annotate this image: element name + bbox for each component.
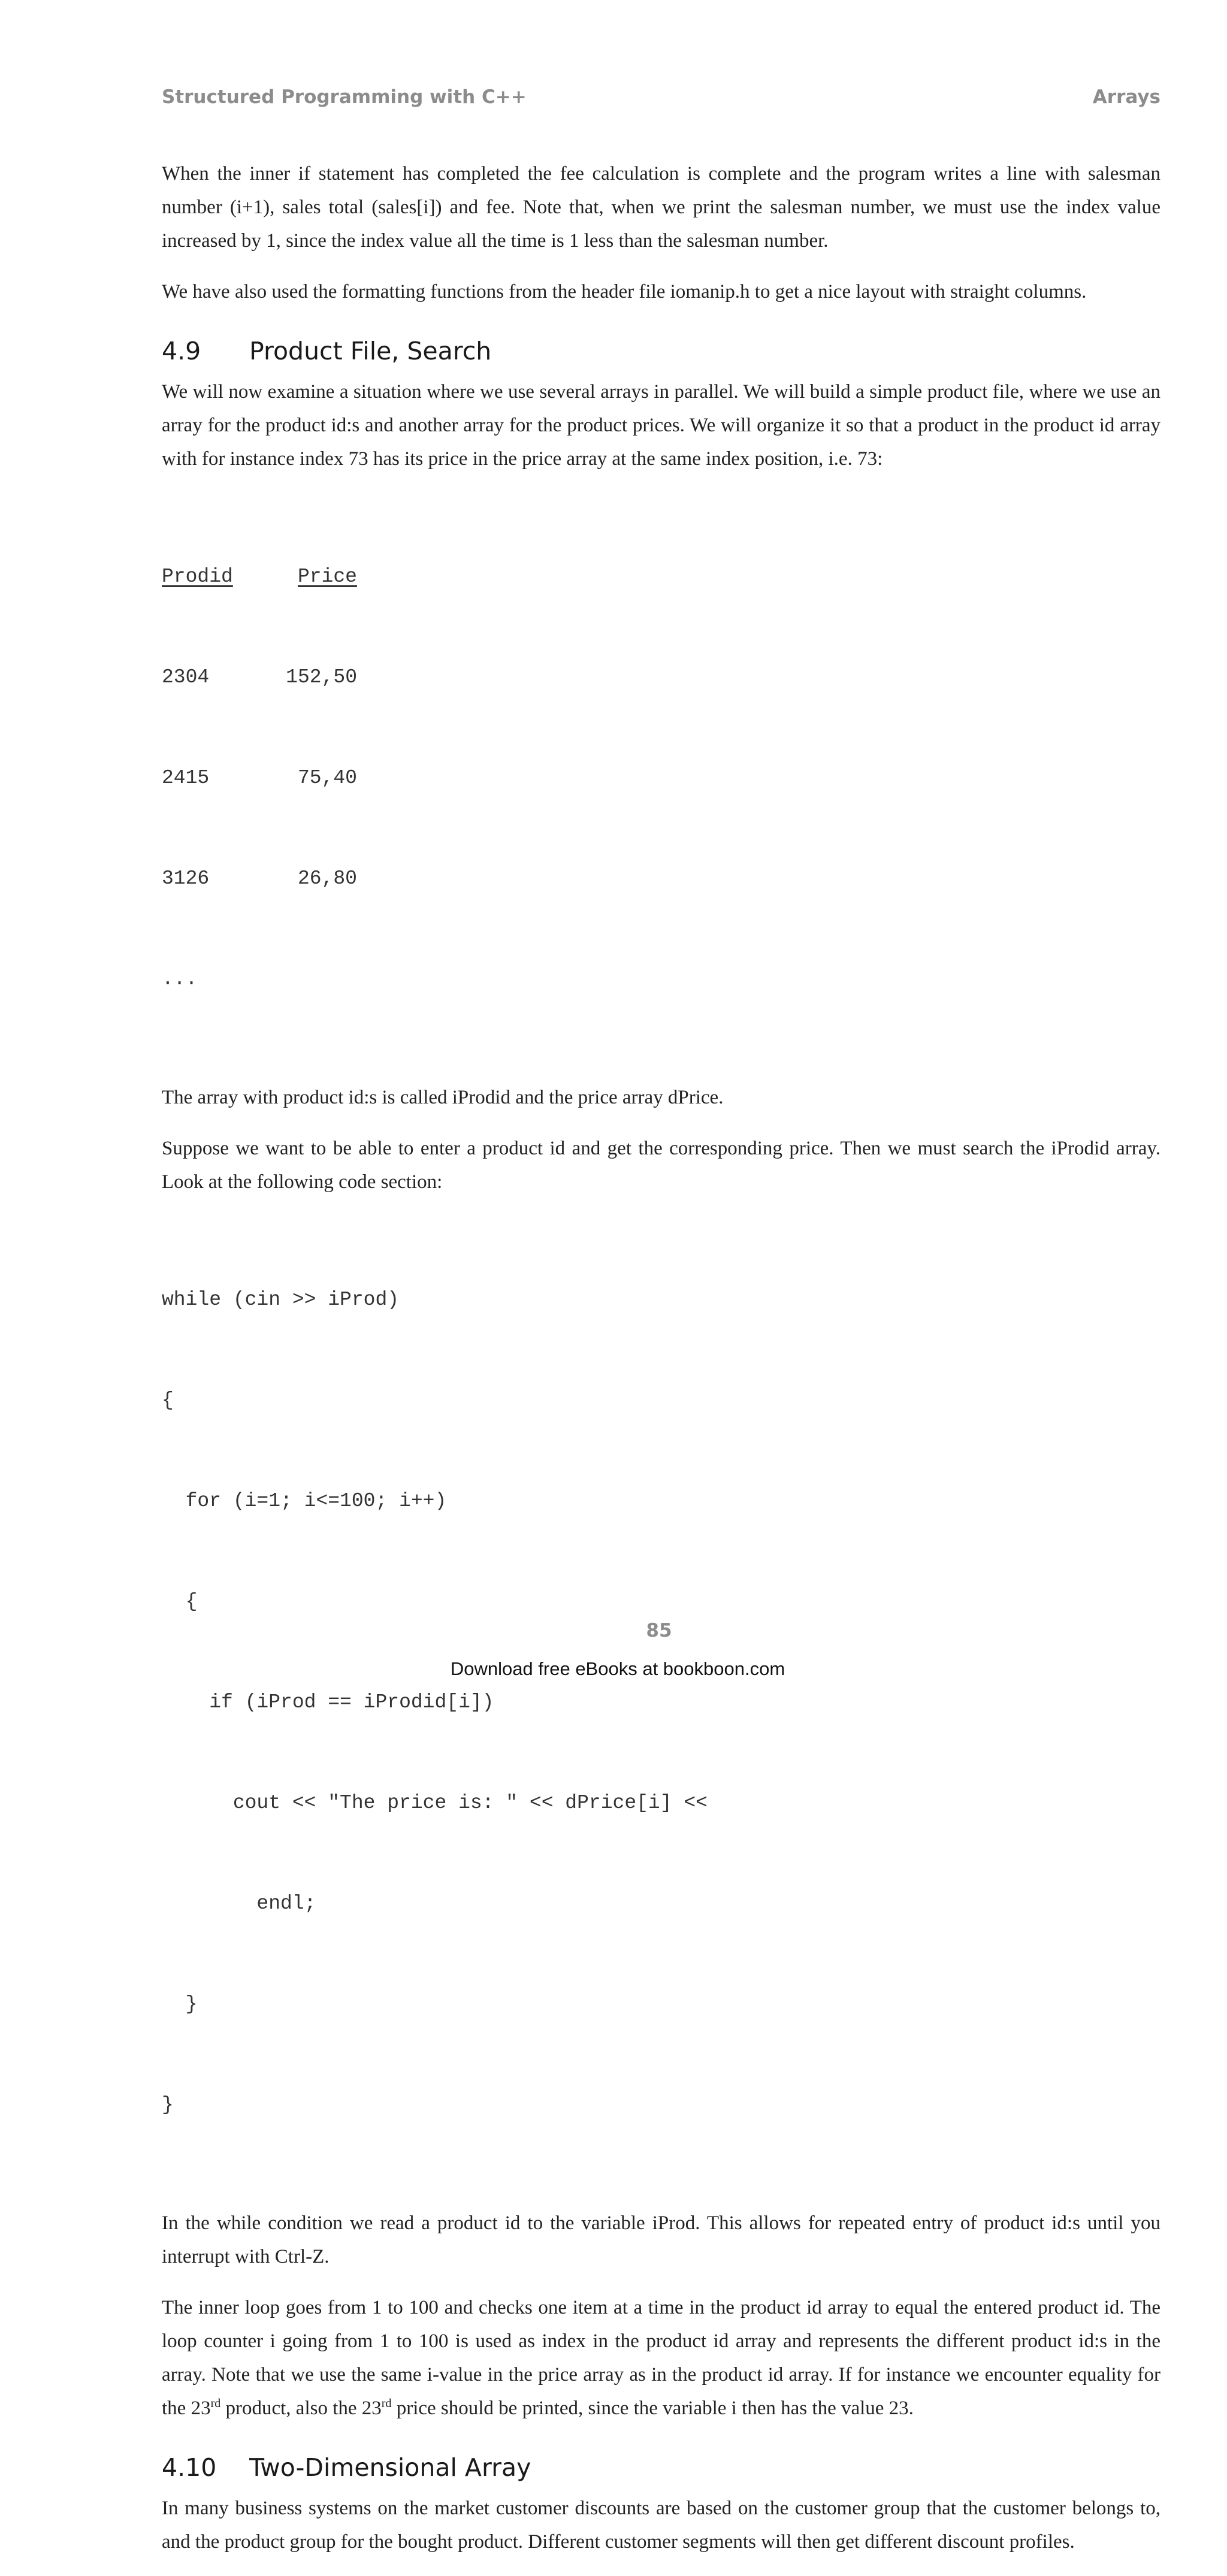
paragraph-array-names: The array with product id:s is called iProdid and the price array dPrice.	[162, 1087, 724, 1108]
code-line: for (i=1; i<=100; i++)	[162, 1490, 447, 1512]
footer-download-link[interactable]: Download free eBooks at bookboon.com	[450, 1658, 785, 1679]
paragraph-search-intro: Suppose we want to be able to enter a product id and get the corresponding price. Then we must search the iProdid array. Look at the following code section:	[162, 1138, 1160, 1193]
page-number: 85	[646, 1620, 672, 1641]
table-cell-price: 75,40	[297, 767, 357, 789]
table-ellipsis: ...	[162, 968, 198, 990]
code-line: if (iProd == iProdid[i])	[162, 1691, 494, 1713]
code-line: cout << "The price is: " << dPrice[i] <<	[162, 1792, 708, 1814]
code-line: while (cin >> iProd)	[162, 1289, 400, 1311]
product-table	[162, 493, 1160, 1063]
code-line: endl;	[162, 1892, 316, 1915]
table-ellipsis-row	[162, 963, 1160, 996]
column-header-prodid: Prodid	[162, 566, 233, 588]
code-line: {	[162, 1591, 198, 1613]
paragraph-iomanip: We have also used the formatting functions from the header file iomanip.h to get a nice layout with straight columns.	[162, 281, 1087, 303]
ordinal-suffix: rd	[210, 2397, 221, 2410]
paragraph-parallel-arrays: We will now examine a situation where we use several arrays in parallel. We will build a simple product file, where we use an array for the product id:s and another array for the product prices. We will organize it so that a product in the product id array with for instance index 73 has its price in the price array at the same index position, i.e. 73:	[162, 381, 1160, 470]
section-heading-4-9	[162, 337, 1160, 365]
inner-loop-text-1: The inner loop goes from 1 to 100 and checks one item at a time in the product id array to equal the entered product id. The loop counter i going from 1 to 100 is used as index in the product id array and represents the different product id:s in the array. Note that we use the same i-value in the price array as in the product id array. If for instance we encounter equality for the 23	[162, 2297, 1160, 2419]
table-row	[162, 862, 1160, 896]
page-content	[162, 157, 1160, 2576]
running-header-chapter: Arrays	[1092, 86, 1160, 108]
table-cell-prodid: 2415	[162, 767, 210, 789]
table-cell-prodid: 2304	[162, 666, 210, 688]
inner-loop-text-2: product, also the 23	[220, 2397, 382, 2419]
table-cell-prodid: 3126	[162, 867, 210, 890]
running-header-title: Structured Programming with C++	[162, 86, 527, 108]
table-cell-price: 26,80	[297, 867, 357, 890]
paragraph-inner-loop	[162, 2291, 1160, 2425]
section-title: Two-Dimensional Array	[249, 2453, 531, 2482]
section-title: Product File, Search	[249, 337, 492, 365]
table-cell-price: 152,50	[286, 666, 357, 688]
section-number: 4.10	[162, 2453, 217, 2482]
section-heading-4-10	[162, 2453, 1160, 2482]
table-row	[162, 661, 1160, 694]
section-number: 4.9	[162, 337, 201, 365]
column-header-price: Price	[297, 566, 357, 588]
paragraph-salesman-output: When the inner if statement has completed the fee calculation is complete and the program writes a line with salesman number (i+1), sales total (sales[i]) and fee. Note that, when we print the salesman number, we must use the index value increased by 1, since the index value all the time is 1 less than the salesman number.	[162, 163, 1160, 252]
inner-loop-text-3: price should be printed, since the variable i then has the value 23.	[391, 2397, 914, 2419]
paragraph-discount-profiles: In many business systems on the market customer discounts are based on the customer group that the customer belongs to, and the product group for the bought product. Different customer segments will then get different discount profiles.	[162, 2498, 1160, 2553]
code-line: }	[162, 1993, 198, 2015]
table-row	[162, 761, 1160, 795]
paragraph-while-condition: In the while condition we read a product id to the variable iProd. This allows for repeated entry of product id:s until you interrupt with Ctrl-Z.	[162, 2212, 1160, 2267]
code-line: }	[162, 2094, 174, 2116]
ordinal-suffix: rd	[381, 2397, 392, 2410]
code-line: {	[162, 1389, 174, 1411]
code-block	[162, 1216, 1160, 2189]
table-header-row	[162, 560, 1160, 594]
